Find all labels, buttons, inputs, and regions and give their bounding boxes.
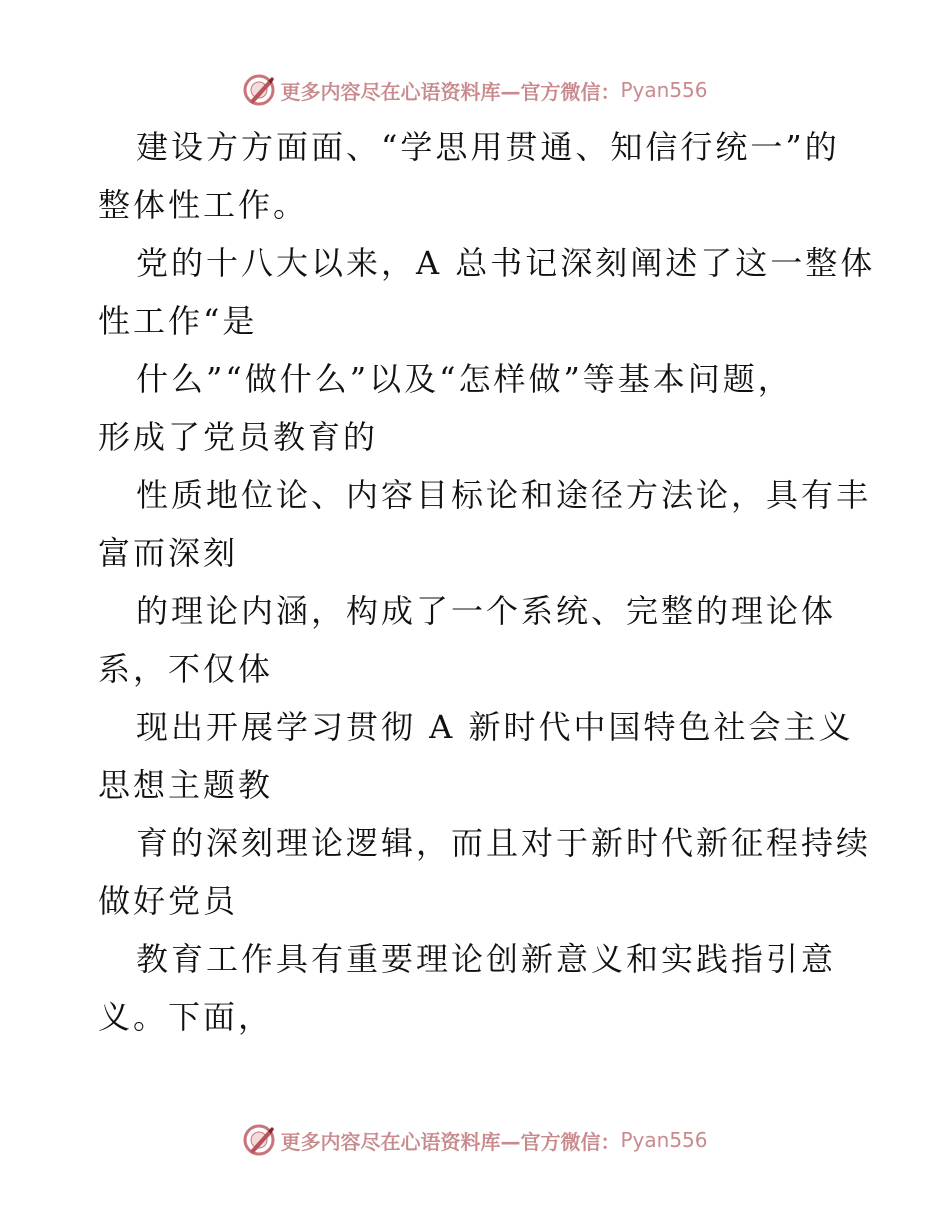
text-line: 义。下面， — [98, 998, 274, 1036]
watermark-text: 更多内容尽在心语资料库—官方微信： — [280, 79, 621, 104]
text-line: 党的十八大以来，A 总书记深刻阐述了这一整体 — [136, 244, 876, 282]
watermark-wechat-id: Pyan556 — [620, 1128, 708, 1152]
text-line: 什么”“做什么”以及“怎样做”等基本问题， — [136, 360, 793, 398]
text-line: 教育工作具有重要理论创新意义和实践指引意 — [136, 940, 837, 978]
text-line: 的理论内涵，构成了一个系统、完整的理论体 — [136, 592, 837, 630]
text-line: 整体性工作。 — [98, 186, 309, 224]
footer-watermark — [0, 1120, 950, 1160]
text-line: 思想主题教 — [98, 766, 274, 804]
pen-seal-icon — [242, 73, 276, 107]
watermark-text: 更多内容尽在心语资料库—官方微信： — [280, 1129, 621, 1154]
text-line: 建设方方面面、“学思用贯通、知信行统一”的 — [136, 128, 840, 166]
text-line: 性工作“是 — [98, 302, 258, 340]
text-line: 形成了党员教育的 — [98, 418, 379, 456]
text-line: 做好党员 — [98, 882, 239, 920]
header-watermark — [0, 70, 950, 110]
pen-seal-icon — [242, 1123, 276, 1157]
text-line: 性质地位论、内容目标论和途径方法论，具有丰 — [136, 476, 872, 514]
text-line: 育的深刻理论逻辑，而且对于新时代新征程持续 — [136, 824, 872, 862]
document-body — [98, 118, 876, 1046]
text-line: 系，不仅体 — [98, 650, 274, 688]
text-line: 富而深刻 — [98, 534, 239, 572]
text-line: 现出开展学习贯彻 A 新时代中国特色社会主义 — [136, 708, 854, 746]
watermark-wechat-id: Pyan556 — [620, 78, 708, 102]
